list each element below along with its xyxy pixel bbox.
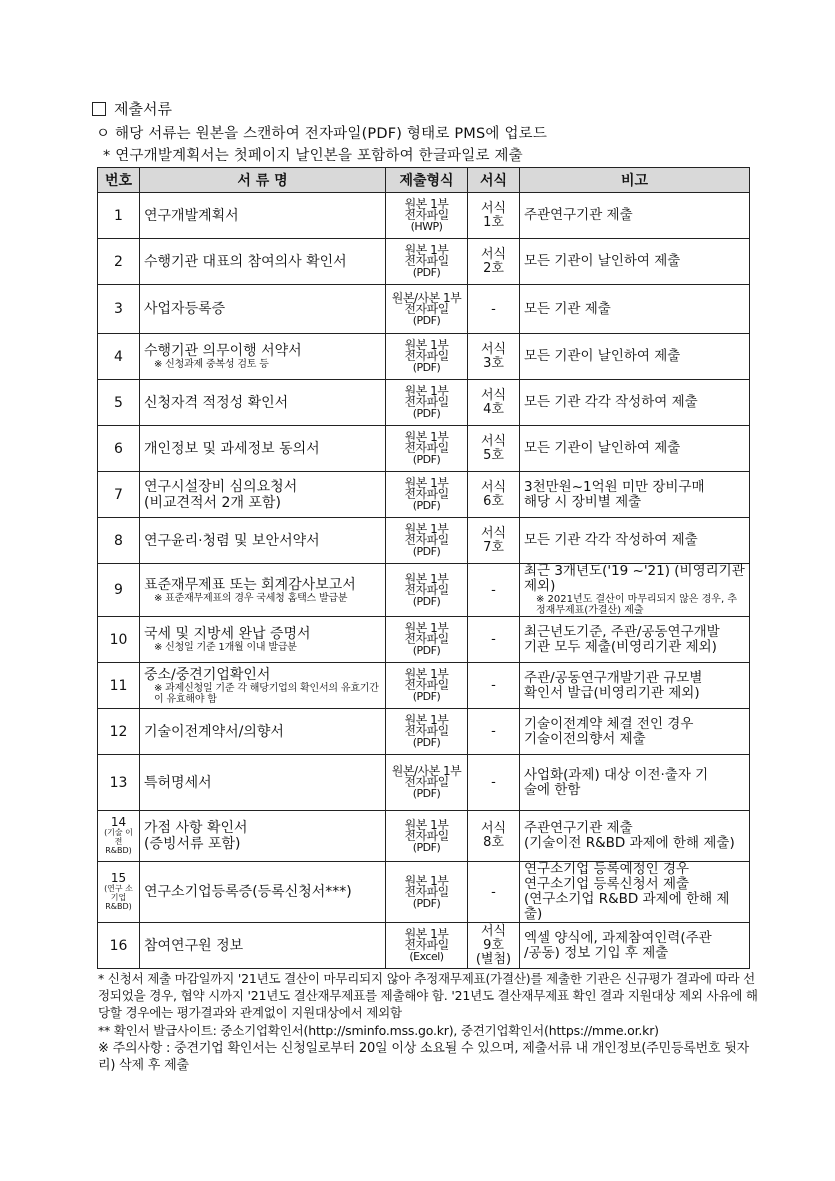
header-remarks: 비고 [520, 168, 750, 193]
form-line-3: (별첨) [475, 951, 512, 967]
form-line-2: 9호 [483, 937, 504, 953]
format-line-1: 원본 1부 [404, 621, 449, 635]
form-number [468, 334, 520, 380]
document-name-text: 사업자등록증 [144, 301, 226, 317]
row-number [98, 334, 140, 380]
table-row [98, 617, 750, 663]
document-name-text: 연구윤리·청렴 및 보안서약서 [144, 532, 320, 549]
document-name-note: ※ 신청과제 중복성 검토 등 [154, 359, 269, 370]
document-name-note: ※ 표준재무제표의 경우 국세청 홈택스 발급분 [154, 592, 348, 604]
form-number [468, 239, 520, 285]
form-line-2: 4호 [483, 401, 504, 417]
table-row [98, 755, 750, 811]
document-name [140, 923, 386, 969]
row-number [98, 239, 140, 285]
row-number [98, 663, 140, 709]
remarks-line-2: /공동) 정보 기입 후 제출 [524, 944, 669, 961]
row-number [98, 518, 140, 564]
table-header-row [98, 168, 750, 193]
remarks-line-1: 기술이전계약 체결 전인 경우 [524, 715, 694, 732]
remarks [520, 862, 750, 923]
form-number [468, 518, 520, 564]
form-number [468, 380, 520, 426]
submission-format [386, 923, 468, 969]
table-row [98, 193, 750, 239]
form-line-2: 2호 [483, 260, 504, 276]
form-line-1: 서식 [480, 923, 507, 939]
remarks-line-1: 모든 기관 각각 작성하여 제출 [524, 394, 698, 410]
form-line-1: 서식 [480, 246, 507, 262]
document-name [140, 811, 386, 862]
document-name [140, 285, 386, 334]
document-name-text: 신청자격 적정성 확인서 [144, 394, 289, 411]
form-number [468, 862, 520, 923]
row-number [98, 811, 140, 862]
form-number [468, 193, 520, 239]
format-line-2: 전자파일 [404, 254, 449, 268]
row-number [98, 285, 140, 334]
row-number-value: 16 [109, 937, 128, 954]
remarks-line-2: 연구소기업 등록신청서 제출 [524, 876, 690, 892]
document-name-text: 중소/중견기업확인서 [144, 666, 271, 683]
format-line-1: 원본 1부 [404, 927, 449, 941]
remarks-line-1: 연구소기업 등록예정인 경우 [524, 861, 690, 877]
format-line-1: 원본 1부 [404, 476, 449, 490]
submission-format [386, 426, 468, 472]
row-number [98, 472, 140, 518]
format-line-1: 원본 1부 [404, 384, 449, 398]
checkbox-icon [92, 102, 106, 116]
footnote-settlement: * 신청서 제출 마감일까지 '21년도 결산이 마무리되지 않아 추정재무제표(가결산)를 제출한 기관은 신규평가 결과에 따라 선정되었을 경우, 협약 시까지 '21년도 결산재무제표를 제출해야 함. '21년도 결산재무제표 확인 결과 지원대상 제외 사유에 해당할 경우에는 평가결과와 관계없이 지원대상에서 제외함 [98, 971, 758, 1020]
remarks [520, 193, 750, 239]
format-line-1: 원본 1부 [404, 197, 449, 211]
row-number [98, 755, 140, 811]
format-line-1: 원본 1부 [404, 873, 449, 888]
table-row [98, 426, 750, 472]
format-line-3: (PDF) [412, 499, 441, 512]
document-name [140, 239, 386, 285]
format-line-3: (PDF) [412, 840, 441, 854]
remarks-line-1: 주관/공동연구개발기관 규모별 [524, 669, 703, 686]
remarks-line-1: 모든 기관이 날인하여 제출 [524, 253, 681, 269]
remarks [520, 472, 750, 518]
format-line-3: (PDF) [412, 361, 441, 374]
row-number [98, 862, 140, 923]
document-name-text-2: (증빙서류 포함) [144, 836, 241, 852]
remarks [520, 663, 750, 709]
document-name-text: 특허명세서 [144, 774, 212, 791]
format-line-3: (PDF) [412, 313, 441, 327]
format-line-2: 전자파일 [404, 582, 449, 597]
remarks-line-2: 기관 모두 제출(비영리기관 제외) [524, 638, 717, 655]
document-name-text: 참여연구원 정보 [144, 937, 244, 954]
remarks-line-1: 모든 기관 제출 [524, 300, 611, 317]
document-name-text: 표준재무제표 또는 회계감사보고서 [144, 576, 356, 593]
document-name [140, 564, 386, 617]
format-line-1: 원본 1부 [404, 338, 449, 352]
document-name-text: 연구소기업등록증(등록신청서***) [144, 884, 352, 900]
row-number-value: 8 [114, 532, 123, 549]
table-row [98, 564, 750, 617]
format-line-2: 전자파일 [404, 724, 449, 738]
document-name-text: 기술이전계약서/의향서 [144, 723, 284, 740]
document-name [140, 709, 386, 755]
row-number [98, 193, 140, 239]
row-number [98, 426, 140, 472]
remarks-line-3: (연구소기업 R&BD 과제에 한해 제출) [524, 891, 730, 922]
form-line-1: - [491, 678, 496, 693]
submission-format [386, 380, 468, 426]
form-number [468, 663, 520, 709]
remarks [520, 709, 750, 755]
form-line-1: 서식 [480, 341, 507, 357]
remarks [520, 239, 750, 285]
remarks [520, 518, 750, 564]
table-row [98, 663, 750, 709]
table-row [98, 472, 750, 518]
upload-note: ㅇ 해당 서류는 원본을 스캔하여 전자파일(PDF) 형태로 PMS에 업로드 [96, 126, 548, 142]
form-line-1: 서식 [480, 387, 507, 403]
document-name [140, 862, 386, 923]
document-name [140, 334, 386, 380]
table-row [98, 862, 750, 923]
format-line-3: (PDF) [412, 407, 441, 420]
table-row [98, 239, 750, 285]
format-line-2: 전자파일 [404, 395, 449, 409]
header-format: 제출형식 [386, 168, 468, 193]
submission-format [386, 862, 468, 923]
table-body [98, 193, 750, 969]
remarks-line-2: 술에 한함 [524, 781, 581, 798]
document-name [140, 193, 386, 239]
document-name-text: 연구개발계획서 [144, 207, 239, 224]
row-number-note: (기술 이전 R&BD) [104, 828, 133, 855]
format-line-3: (PDF) [412, 644, 441, 657]
table-row [98, 709, 750, 755]
form-line-1: 서식 [480, 525, 507, 541]
format-line-2: 전자파일 [404, 441, 449, 455]
form-number [468, 285, 520, 334]
table-row [98, 923, 750, 969]
document-name [140, 426, 386, 472]
document-name-text: 연구시설장비 심의요청서 [144, 478, 298, 495]
remarks-line-2: (기술이전 R&BD 과제에 한해 제출) [524, 835, 735, 851]
form-line-1: 서식 [480, 821, 507, 836]
row-number [98, 564, 140, 617]
row-number [98, 923, 140, 969]
remarks [520, 285, 750, 334]
remarks [520, 923, 750, 969]
remarks [520, 426, 750, 472]
format-line-2: 전자파일 [404, 208, 449, 222]
table-row [98, 285, 750, 334]
header-form: 서식 [468, 168, 520, 193]
row-number [98, 380, 140, 426]
remarks-line-1: 사업화(과제) 대상 이전·출자 기 [524, 766, 709, 783]
submission-format [386, 334, 468, 380]
remarks-line-1: 모든 기관 각각 작성하여 제출 [524, 532, 698, 548]
row-number-value: 11 [109, 677, 128, 694]
row-number-value: 4 [114, 348, 123, 365]
submission-format [386, 811, 468, 862]
form-line-1: 서식 [480, 433, 507, 449]
remarks-line-1: 3천만원~1억원 미만 장비구매 [524, 478, 705, 495]
footnote-caution: ※ 주의사항 : 중견기업 확인서는 신청일로부터 20일 이상 소요될 수 있으며, 제출서류 내 개인정보(주민등록번호 뒷자리) 삭제 후 제출 [98, 1041, 749, 1073]
remarks-line-1: 모든 기관이 날인하여 제출 [524, 440, 681, 456]
format-line-2: 전자파일 [404, 533, 449, 547]
section-title: 제출서류 [114, 100, 172, 118]
format-line-2: 전자파일 [404, 678, 449, 692]
document-name [140, 380, 386, 426]
form-line-1: 서식 [480, 200, 507, 216]
row-number-value: 5 [114, 394, 123, 411]
format-line-3: (PDF) [412, 266, 441, 279]
row-number-note: (연구 소기업 R&BD) [104, 884, 133, 911]
row-number-value: 12 [109, 723, 128, 740]
format-line-3: (PDF) [412, 736, 441, 749]
form-line-1: 서식 [480, 479, 507, 495]
format-line-3: (PDF) [412, 690, 441, 703]
format-line-2: 전자파일 [404, 828, 449, 843]
remarks-line-1: 주관연구기관 제출 [524, 207, 633, 223]
document-name [140, 518, 386, 564]
header-document-name: 서 류 명 [140, 168, 386, 193]
format-line-3: (PDF) [412, 896, 441, 910]
row-number-value: 2 [114, 253, 123, 270]
form-line-2: 7호 [483, 539, 504, 555]
format-line-1: 원본 1부 [404, 243, 449, 257]
form-line-1: - [491, 582, 496, 598]
format-line-3: (PDF) [412, 594, 441, 608]
document-name [140, 663, 386, 709]
document-name-text: 가점 사항 확인서 [144, 820, 248, 836]
submission-format [386, 709, 468, 755]
document-name-text: 수행기관 의무이행 서약서 [144, 343, 302, 359]
format-line-2: 전자파일 [404, 938, 449, 952]
remarks-line-2: 기술이전의향서 제출 [524, 730, 646, 747]
form-number [468, 755, 520, 811]
form-number [468, 923, 520, 969]
form-line-1: - [491, 632, 496, 647]
row-number [98, 617, 140, 663]
remarks-line-2: 확인서 발급(비영리기관 제외) [524, 684, 700, 701]
remarks [520, 564, 750, 617]
hwp-note: * 연구개발계획서는 첫페이지 날인본을 포함하여 한글파일로 제출 [103, 148, 523, 164]
submission-format [386, 564, 468, 617]
format-line-3: (HWP) [410, 220, 443, 233]
form-line-2: 1호 [483, 214, 504, 230]
format-line-2: 전자파일 [404, 884, 449, 899]
row-number-value: 9 [114, 582, 123, 598]
document-name-text: 국세 및 지방세 완납 증명서 [144, 626, 311, 642]
submission-format [386, 193, 468, 239]
form-number [468, 709, 520, 755]
format-line-1: 원본 1부 [404, 817, 449, 832]
submission-format [386, 617, 468, 663]
form-line-1: - [491, 884, 496, 900]
remarks-line-2: 해당 시 장비별 제출 [524, 493, 642, 510]
form-number [468, 811, 520, 862]
row-number-value: 7 [114, 486, 123, 503]
table-row [98, 334, 750, 380]
submission-format [386, 285, 468, 334]
submission-format [386, 755, 468, 811]
format-line-2: 전자파일 [404, 632, 449, 646]
table-row [98, 380, 750, 426]
table-row [98, 811, 750, 862]
remarks-note: ※ 2021년도 결산이 마무리되지 않은 경우, 추정재무제표(가결산) 제출 [536, 594, 737, 616]
section-heading [92, 98, 172, 119]
form-line-1: - [491, 301, 496, 317]
format-line-1: 원본 1부 [404, 571, 449, 586]
remarks-line-1: 최근년도기준, 주관/공동연구개발 [524, 623, 720, 640]
form-line-2: 8호 [483, 835, 504, 850]
row-number-value: 15 [110, 871, 127, 885]
document-name [140, 755, 386, 811]
form-line-2: 6호 [483, 493, 504, 509]
format-line-3: (PDF) [412, 453, 441, 466]
document-name-text: 개인정보 및 과세정보 동의서 [144, 440, 320, 457]
remarks-line-1: 주관연구기관 제출 [524, 820, 633, 836]
format-line-1: 원본 1부 [404, 430, 449, 444]
form-line-1: - [491, 775, 496, 790]
remarks-line-1: 엑셀 양식에, 과제참여인력(주관 [524, 929, 712, 946]
header-number: 번호 [98, 168, 140, 193]
form-number [468, 564, 520, 617]
remarks [520, 380, 750, 426]
remarks [520, 755, 750, 811]
row-number-value: 3 [114, 301, 123, 317]
format-line-1: 원본/사본 1부 [391, 764, 462, 778]
row-number-value: 14 [110, 815, 127, 829]
document-name-note: ※ 과제신청일 기준 각 해당기업의 확인서의 유효기간이 유효해야 함 [154, 682, 379, 705]
document-name-text-2: (비교견적서 2개 포함) [144, 494, 281, 511]
document-name-text: 수행기관 대표의 참여의사 확인서 [144, 253, 347, 270]
format-line-1: 원본 1부 [404, 522, 449, 536]
form-line-2: 3호 [483, 355, 504, 371]
document-name-note: ※ 신청일 기준 1개월 이내 발급분 [154, 642, 297, 653]
remarks [520, 617, 750, 663]
document-name [140, 617, 386, 663]
row-number-value: 6 [114, 440, 123, 457]
documents-table [97, 167, 750, 969]
format-line-2: 전자파일 [404, 349, 449, 363]
footnote-sites: ** 확인서 발급사이트: 중소기업확인서(http://sminfo.mss.go.kr), 중견기업확인서(https://mme.or.kr) [98, 1023, 659, 1038]
format-line-2: 전자파일 [404, 487, 449, 501]
format-line-3: (Excel) [409, 950, 444, 963]
form-number [468, 426, 520, 472]
form-line-1: - [491, 724, 496, 739]
row-number [98, 709, 140, 755]
submission-format [386, 472, 468, 518]
table-row [98, 518, 750, 564]
remarks [520, 334, 750, 380]
format-line-1: 원본/사본 1부 [391, 290, 462, 305]
submission-format [386, 518, 468, 564]
remarks-line-1: 모든 기관이 날인하여 제출 [524, 348, 681, 364]
format-line-2: 전자파일 [404, 775, 449, 789]
format-line-1: 원본 1부 [404, 713, 449, 727]
format-line-2: 전자파일 [404, 301, 449, 316]
form-number [468, 472, 520, 518]
remarks-line-1: 최근 3개년도('19 ~'21) (비영리기관 제외) [524, 563, 745, 594]
format-line-3: (PDF) [412, 545, 441, 558]
format-line-1: 원본 1부 [404, 667, 449, 681]
row-number-value: 10 [109, 631, 128, 648]
row-number-value: 1 [114, 207, 123, 224]
row-number-value: 13 [109, 774, 128, 791]
form-line-2: 5호 [483, 447, 504, 463]
submission-format [386, 239, 468, 285]
submission-format [386, 663, 468, 709]
remarks [520, 811, 750, 862]
form-number [468, 617, 520, 663]
format-line-3: (PDF) [412, 787, 441, 800]
document-name [140, 472, 386, 518]
